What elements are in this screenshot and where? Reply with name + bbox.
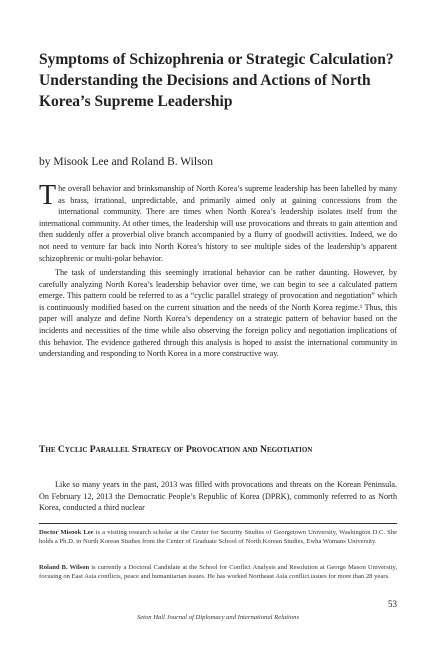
body-paragraph-1-text: he overall behavior and brinksmanship of North Korea’s supreme leadership has been labelled by many as brass, irrational, unpredictable, and primarily aimed only at gaining concessions from the international community. There are times when North Korea’s leadership isolates itself from the international community. At other times, the leadership will use provocations and threats to gain attention and then suddenly offer a proverbial olive branch accompanied by a flurry of goodwill activities. Indeed, we do not need to venture far back into North Korea’s history to see multiple sides of the leadership’s apparent schizophrenic or multi-polar behavior.	[39, 184, 397, 263]
drop-cap: T	[39, 180, 57, 211]
section-heading: The Cyclic Parallel Strategy of Provocation and Negotiation	[39, 444, 313, 455]
footnote-author-2-text: is currently a Doctoral Candidate at the School for Conflict Analysis and Resolution at George Mason University, focusing on East Asia conflicts, peace and humanitarian issues. He has worked Northeast Asia conflict issues for more than 28 years.	[39, 564, 397, 581]
footnote-author-2-name: Roland B. Wilson	[39, 564, 90, 571]
article-byline: by Misook Lee and Roland B. Wilson	[39, 156, 214, 168]
body-paragraph-1	[39, 180, 397, 264]
article-title: Symptoms of Schizophrenia or Strategic Calculation? Understanding the Decisions and Actions of North Korea’s Supreme Leadership	[39, 51, 394, 110]
journal-name: Seton Hall Journal of Diplomacy and International Relations	[136, 614, 300, 621]
body-paragraph-3: Like so many years in the past, 2013 was filled with provocations and threats on the Korean Peninsula. On February 12, 2013 the Democratic People’s Republic of Korea (DPRK), commonly referred to as North Korea, conducted a third nuclear	[39, 480, 397, 513]
page-number: 53	[388, 599, 397, 609]
body-paragraph-2: The task of understanding this seemingly irrational behavior can be rather daunting. However, by carefully analyzing North Korea’s leadership behavior over time, we can begin to see a calculated pattern emerge. This pattern could be referred to as a “cyclic parallel strategy of provocation and negotiation” which is continuously modified based on the current situation and the needs of the North Korea regime.¹ Thus, this paper will analyze and define North Korea’s dependency on a strategic pattern of behavior based on the incidents and necessities of the time while also observing the foreign policy and negotiation implications of this behavior. The evidence gathered through this analysis is hoped to assist the international community in understanding and responding to North Korea in a more constructive way.	[39, 268, 397, 359]
footnote-author-1-text: is a visiting research scholar at the Center for Security Studies of Georgetown University, Washington D.C. She holds a Ph.D. in North Korean Studies from the Center of Graduate School of North Korean Studies, Ewha Womans University.	[39, 529, 397, 546]
footnote-author-2	[39, 563, 397, 582]
footnote-author-1-name: Doctor Misook Lee	[39, 529, 94, 536]
footnote-author-1	[39, 528, 397, 547]
footnote-divider	[39, 523, 397, 524]
